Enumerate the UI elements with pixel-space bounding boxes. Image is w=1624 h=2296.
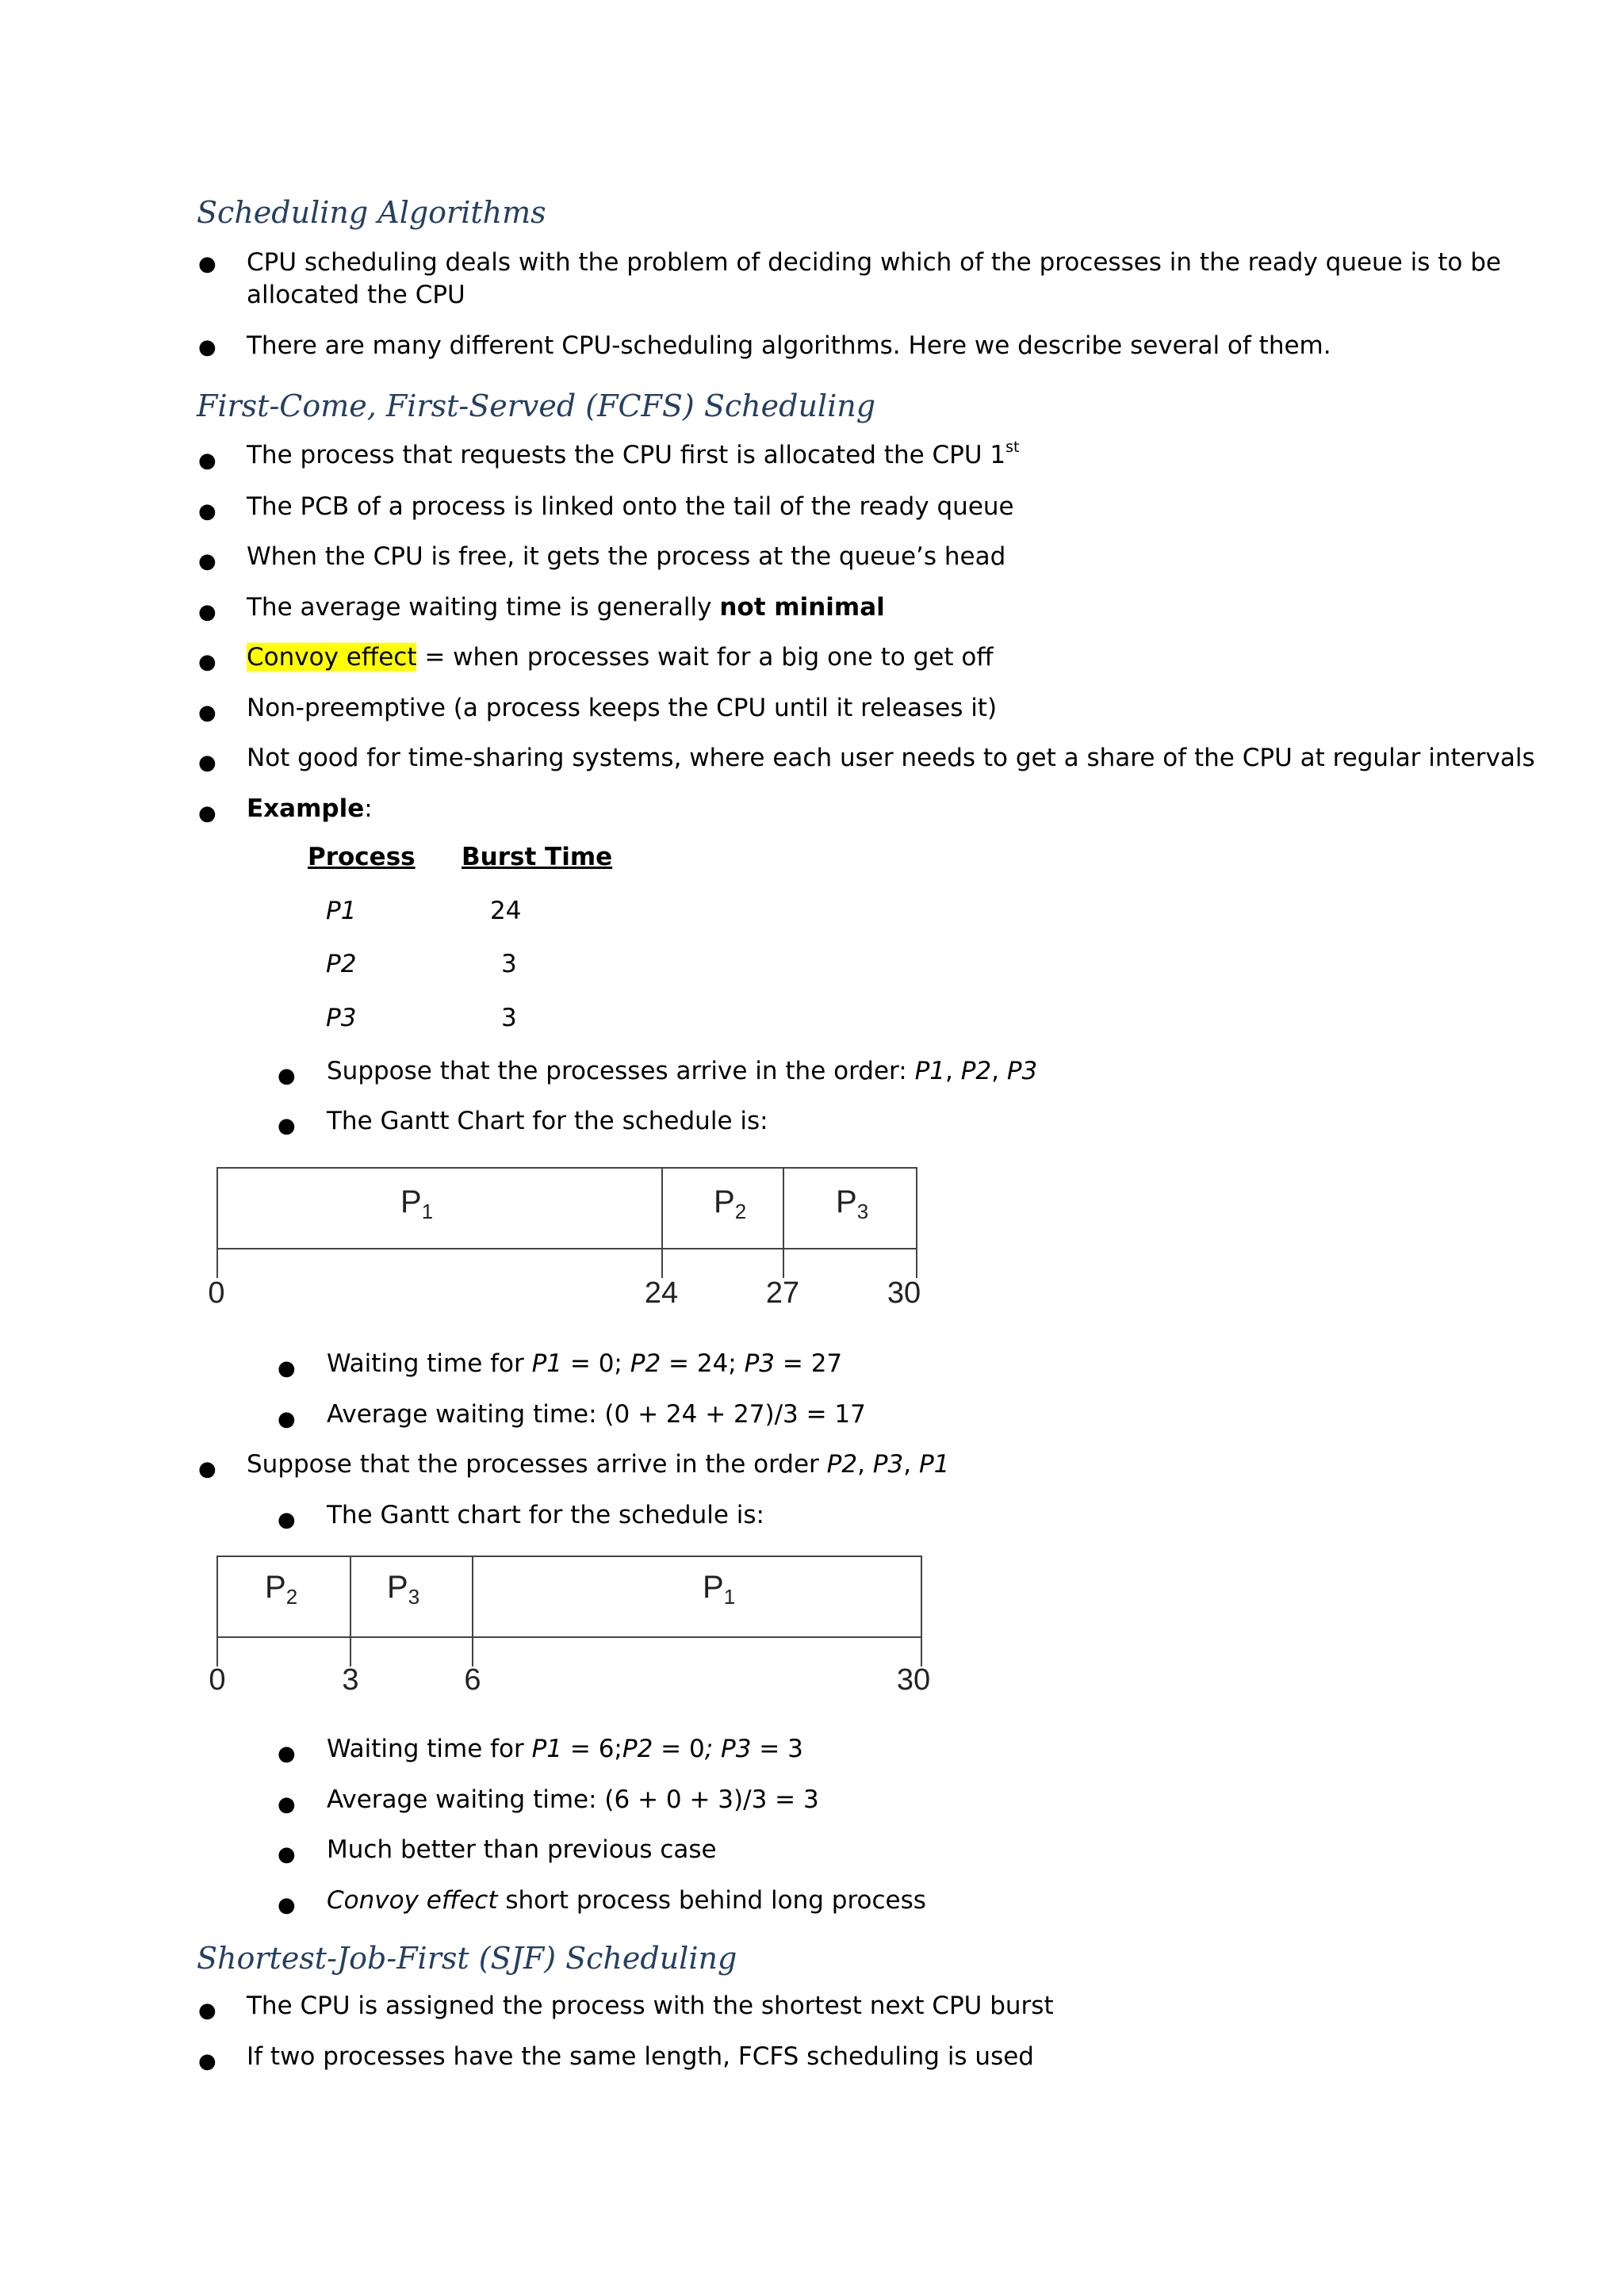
gantt-tick [216,1248,218,1278]
average-waiting-time-1: Average waiting time: (0 + 24 + 27)/3 = 17 [327,1400,866,1429]
gantt-tick-label: 30 [887,1276,921,1310]
gantt-label-p2: $P_2$ [265,1570,298,1609]
bullet-icon: ● [278,1407,296,1431]
fcfs-bullet-3: When the CPU is free, it gets the process at the queue’s head [247,542,1006,571]
fcfs-bullet-2: The PCB of a process is linked onto the tail of the ready queue [247,492,1014,521]
table-header-process: Process [308,843,416,871]
bullet-icon: ● [198,549,216,573]
waiting-time-1: Waiting time for P1 = 0; P2 = 24; P3 = 27 [327,1349,843,1378]
gantt-label-p1: $P_1$ [400,1184,434,1223]
sjf-bullet-2: If two processes have the same length, FCFS scheduling is used [247,2042,1034,2071]
gantt-tick-label: 27 [765,1276,800,1310]
bullet-icon: ● [198,1999,216,2022]
gantt-chart-2 [198,1546,931,1705]
bullet-icon: ● [198,1457,216,1481]
gantt-tick-label: 6 [464,1663,481,1697]
gantt-tick-label: 24 [644,1276,679,1310]
bullet-icon: ● [278,1793,296,1816]
convoy-effect-note: Convoy effect short process behind long process [327,1886,926,1915]
gantt-tick-label: 30 [896,1663,931,1697]
bullet-icon: ● [278,1064,296,1088]
better-than-previous: Much better than previous case [327,1835,717,1864]
fcfs-bullet-8: Example: [247,794,373,823]
sched-bullet-1-line-2: allocated the CPU [247,281,465,309]
gantt-label-p1: $P_1$ [703,1570,736,1609]
bullet-icon: ● [198,499,216,523]
gantt-tick [472,1636,473,1667]
bullet-icon: ● [278,1742,296,1766]
gantt-tick [916,1248,917,1278]
fcfs-bullet-7: Not good for time-sharing systems, where each user needs to get a share of the CPU at regular intervals [247,744,1535,772]
bullet-icon: ● [198,2049,216,2073]
gantt-divider [783,1167,784,1249]
gantt-tick-label: 0 [209,1663,226,1697]
table-cell-burst: 3 [501,1004,517,1032]
gantt-divider [350,1556,351,1638]
gantt-bar [216,1556,922,1638]
fcfs-sub-arrival-order: Suppose that the processes arrive in the order: P1, P2, P3 [327,1057,1038,1085]
fcfs-bullet-6: Non-preemptive (a process keeps the CPU until it releases it) [247,694,998,722]
table-cell-burst: 3 [501,950,517,978]
convoy-effect-highlight: Convoy effect [247,643,417,672]
gantt-tick [216,1636,218,1667]
fcfs-bullet-1: The process that requests the CPU first is allocated the CPU 1st [247,438,1020,469]
gantt-divider [472,1556,473,1638]
fcfs-bullet-4: The average waiting time is generally not minimal [247,593,885,622]
gantt-bar [216,1167,917,1249]
gantt-chart-1 [198,1158,928,1316]
table-cell-process: P2 [326,950,357,978]
gantt-tick [350,1636,351,1667]
table-cell-burst: 24 [490,897,522,925]
bullet-icon: ● [278,1843,296,1866]
fcfs-arrival-order-2: Suppose that the processes arrive in the order P2, P3, P1 [247,1450,950,1479]
gantt-tick [783,1248,784,1278]
bullet-icon: ● [198,335,216,359]
gantt-divider [661,1167,663,1249]
sjf-bullet-1: The CPU is assigned the process with the shortest next CPU burst [247,1992,1054,2020]
bullet-icon: ● [198,252,216,276]
bullet-icon: ● [198,650,216,674]
gantt-tick-label: 3 [342,1663,359,1697]
table-cell-process: P1 [326,897,357,925]
gantt-tick-label: 0 [208,1276,225,1310]
bullet-icon: ● [198,449,216,473]
gantt-label-p2: $P_2$ [714,1184,747,1223]
gantt-tick [661,1248,663,1278]
fcfs-bullet-5: Convoy effect = when processes wait for a big one to get off [247,643,994,672]
fcfs-sub-gantt-intro-2: The Gantt chart for the schedule is: [327,1501,764,1529]
bullet-icon: ● [198,701,216,725]
heading-sjf: Shortest-Job-First (SJF) Scheduling [197,1941,737,1976]
bullet-icon: ● [278,1893,296,1917]
gantt-label-p3: $P_3$ [836,1184,869,1223]
fcfs-sub-gantt-intro: The Gantt Chart for the schedule is: [327,1107,768,1135]
table-header-burst-time: Burst Time [462,843,613,871]
gantt-tick [921,1636,922,1667]
table-cell-process: P3 [326,1004,357,1032]
average-waiting-time-2: Average waiting time: (6 + 0 + 3)/3 = 3 [327,1785,819,1814]
bullet-icon: ● [278,1508,296,1532]
bullet-icon: ● [278,1114,296,1138]
sched-bullet-2: There are many different CPU-scheduling algorithms. Here we describe several of them. [247,331,1331,360]
bullet-icon: ● [198,751,216,775]
sched-bullet-1-line-1: CPU scheduling deals with the problem of deciding which of the processes in the ready queue is to be [247,248,1501,277]
bullet-icon: ● [278,1357,296,1380]
gantt-label-p3: $P_3$ [387,1570,420,1609]
heading-fcfs: First-Come, First-Served (FCFS) Scheduling [197,388,876,423]
heading-scheduling-algorithms: Scheduling Algorithms [197,195,546,230]
waiting-time-2: Waiting time for P1 = 6;P2 = 0; P3 = 3 [327,1735,803,1763]
bullet-icon: ● [198,802,216,825]
bullet-icon: ● [198,600,216,624]
